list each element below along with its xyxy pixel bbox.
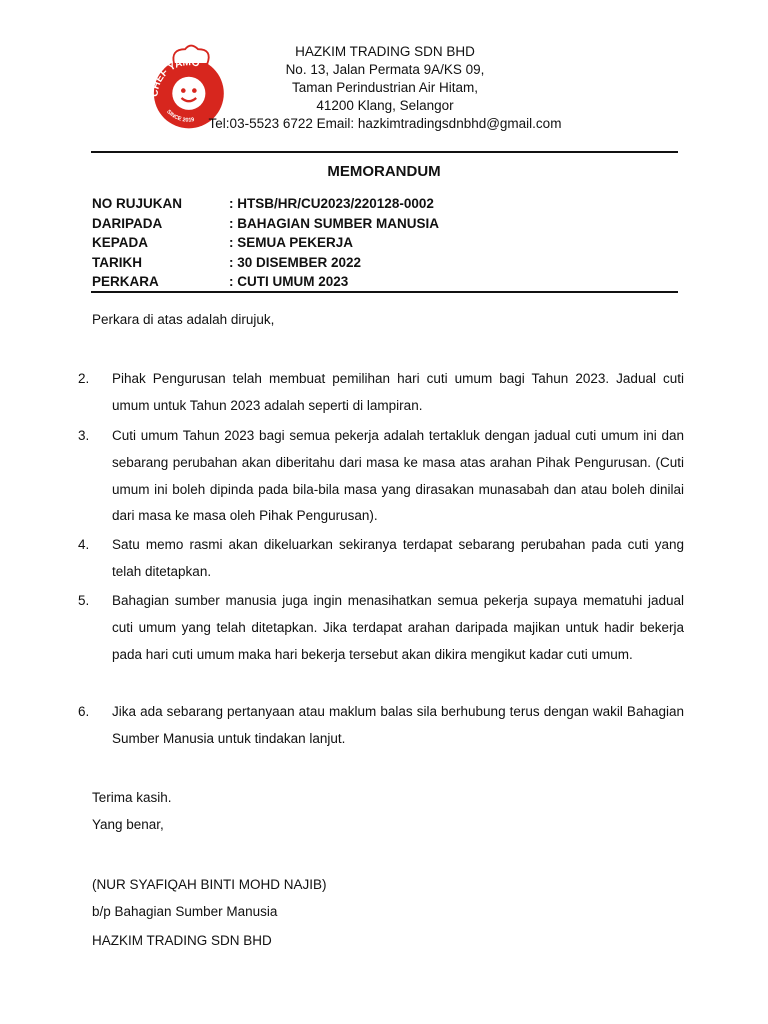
paragraph-number: 4. (78, 537, 90, 552)
signatory-company: HAZKIM TRADING SDN BHD (92, 933, 272, 948)
paragraph-3 (78, 423, 684, 530)
reference-divider (91, 291, 678, 293)
address-line-1: No. 13, Jalan Permata 9A/KS 09, (285, 62, 485, 77)
memo-title: MEMORANDUM (327, 163, 441, 180)
company-name: HAZKIM TRADING SDN BHD (295, 44, 475, 59)
paragraph-2 (78, 366, 684, 420)
logo-since: SINCE 2019 (165, 109, 195, 124)
header-divider (91, 151, 678, 153)
ref-row-kepada (92, 233, 672, 253)
ref-value: : CUTI UMUM 2023 (229, 274, 349, 289)
ref-key: DARIPADA (92, 215, 163, 231)
closing-thanks: Terima kasih. (92, 790, 172, 805)
ref-row-rujukan (92, 194, 672, 214)
letterhead (180, 43, 590, 133)
opening-line: Perkara di atas adalah dirujuk, (92, 312, 275, 327)
paragraph-4 (78, 532, 684, 586)
ref-value: : SEMUA PEKERJA (229, 235, 354, 250)
signatory-name: (NUR SYAFIQAH BINTI MOHD NAJIB) (92, 877, 327, 892)
ref-key: TARIKH (92, 254, 142, 270)
ref-value: : BAHAGIAN SUMBER MANUSIA (229, 215, 439, 231)
ref-key: NO RUJUKAN (92, 196, 183, 211)
paragraph-6 (78, 699, 684, 753)
paragraph-text: Bahagian sumber manusia juga ingin menasihatkan semua pekerja supaya mematuhi jadual cuti umum yang telah ditetapkan. Jika terdapat arahan daripada majikan untuk hadir bekerja pada hari cuti umum maka hari bekerja tersebut akan dikira mengikut kadar cuti umum. (112, 593, 684, 662)
signatory-department: b/p Bahagian Sumber Manusia (92, 904, 278, 919)
paragraph-text: Satu memo rasmi akan dikeluarkan sekiranya terdapat sebarang perubahan pada cuti yang telah ditetapkan. (112, 537, 684, 579)
paragraph-number: 5. (78, 593, 90, 608)
ref-row-tarikh (92, 253, 672, 273)
paragraph-text: Jika ada sebarang pertanyaan atau maklum balas sila berhubung terus dengan wakil Bahagian Sumber Manusia untuk tindakan lanjut. (112, 704, 684, 746)
logo-text: CHEF YAMO (149, 57, 201, 98)
ref-value: : HTSB/HR/CU2023/220128-0002 (229, 196, 434, 211)
contact-line: Tel:03-5523 6722 Email: hazkimtradingsdnbhd@gmail.com (208, 116, 562, 131)
paragraph-number: 6. (78, 704, 90, 719)
ref-key: PERKARA (92, 274, 159, 289)
paragraph-text: Pihak Pengurusan telah membuat pemilihan hari cuti umum bagi Tahun 2023. Jadual cuti umum untuk Tahun 2023 adalah seperti di lampiran. (112, 371, 684, 413)
ref-row-daripada (92, 214, 672, 234)
paragraph-text: Cuti umum Tahun 2023 bagi semua pekerja adalah tertakluk dengan jadual cuti umum ini dan sebarang perubahan akan diberitahu dari masa ke masa atas arahan Pihak Pengurusan. (Cuti umum ini boleh dipinda pada bila-bila masa yang dirasakan munasabah dan atau boleh dinilai dari masa ke masa oleh Pihak Pengurusan). (112, 428, 684, 524)
address-line-2: Taman Perindustrian Air Hitam, (291, 80, 479, 95)
address-line-3: 41200 Klang, Selangor (316, 98, 454, 113)
paragraph-number: 2. (78, 371, 90, 386)
closing-regards: Yang benar, (92, 817, 164, 832)
memo-reference-table (92, 194, 672, 292)
paragraph-number: 3. (78, 428, 90, 443)
ref-value: : 30 DISEMBER 2022 (229, 254, 362, 270)
ref-key: KEPADA (92, 235, 149, 250)
paragraph-5 (78, 588, 684, 668)
ref-row-perkara (92, 272, 672, 292)
